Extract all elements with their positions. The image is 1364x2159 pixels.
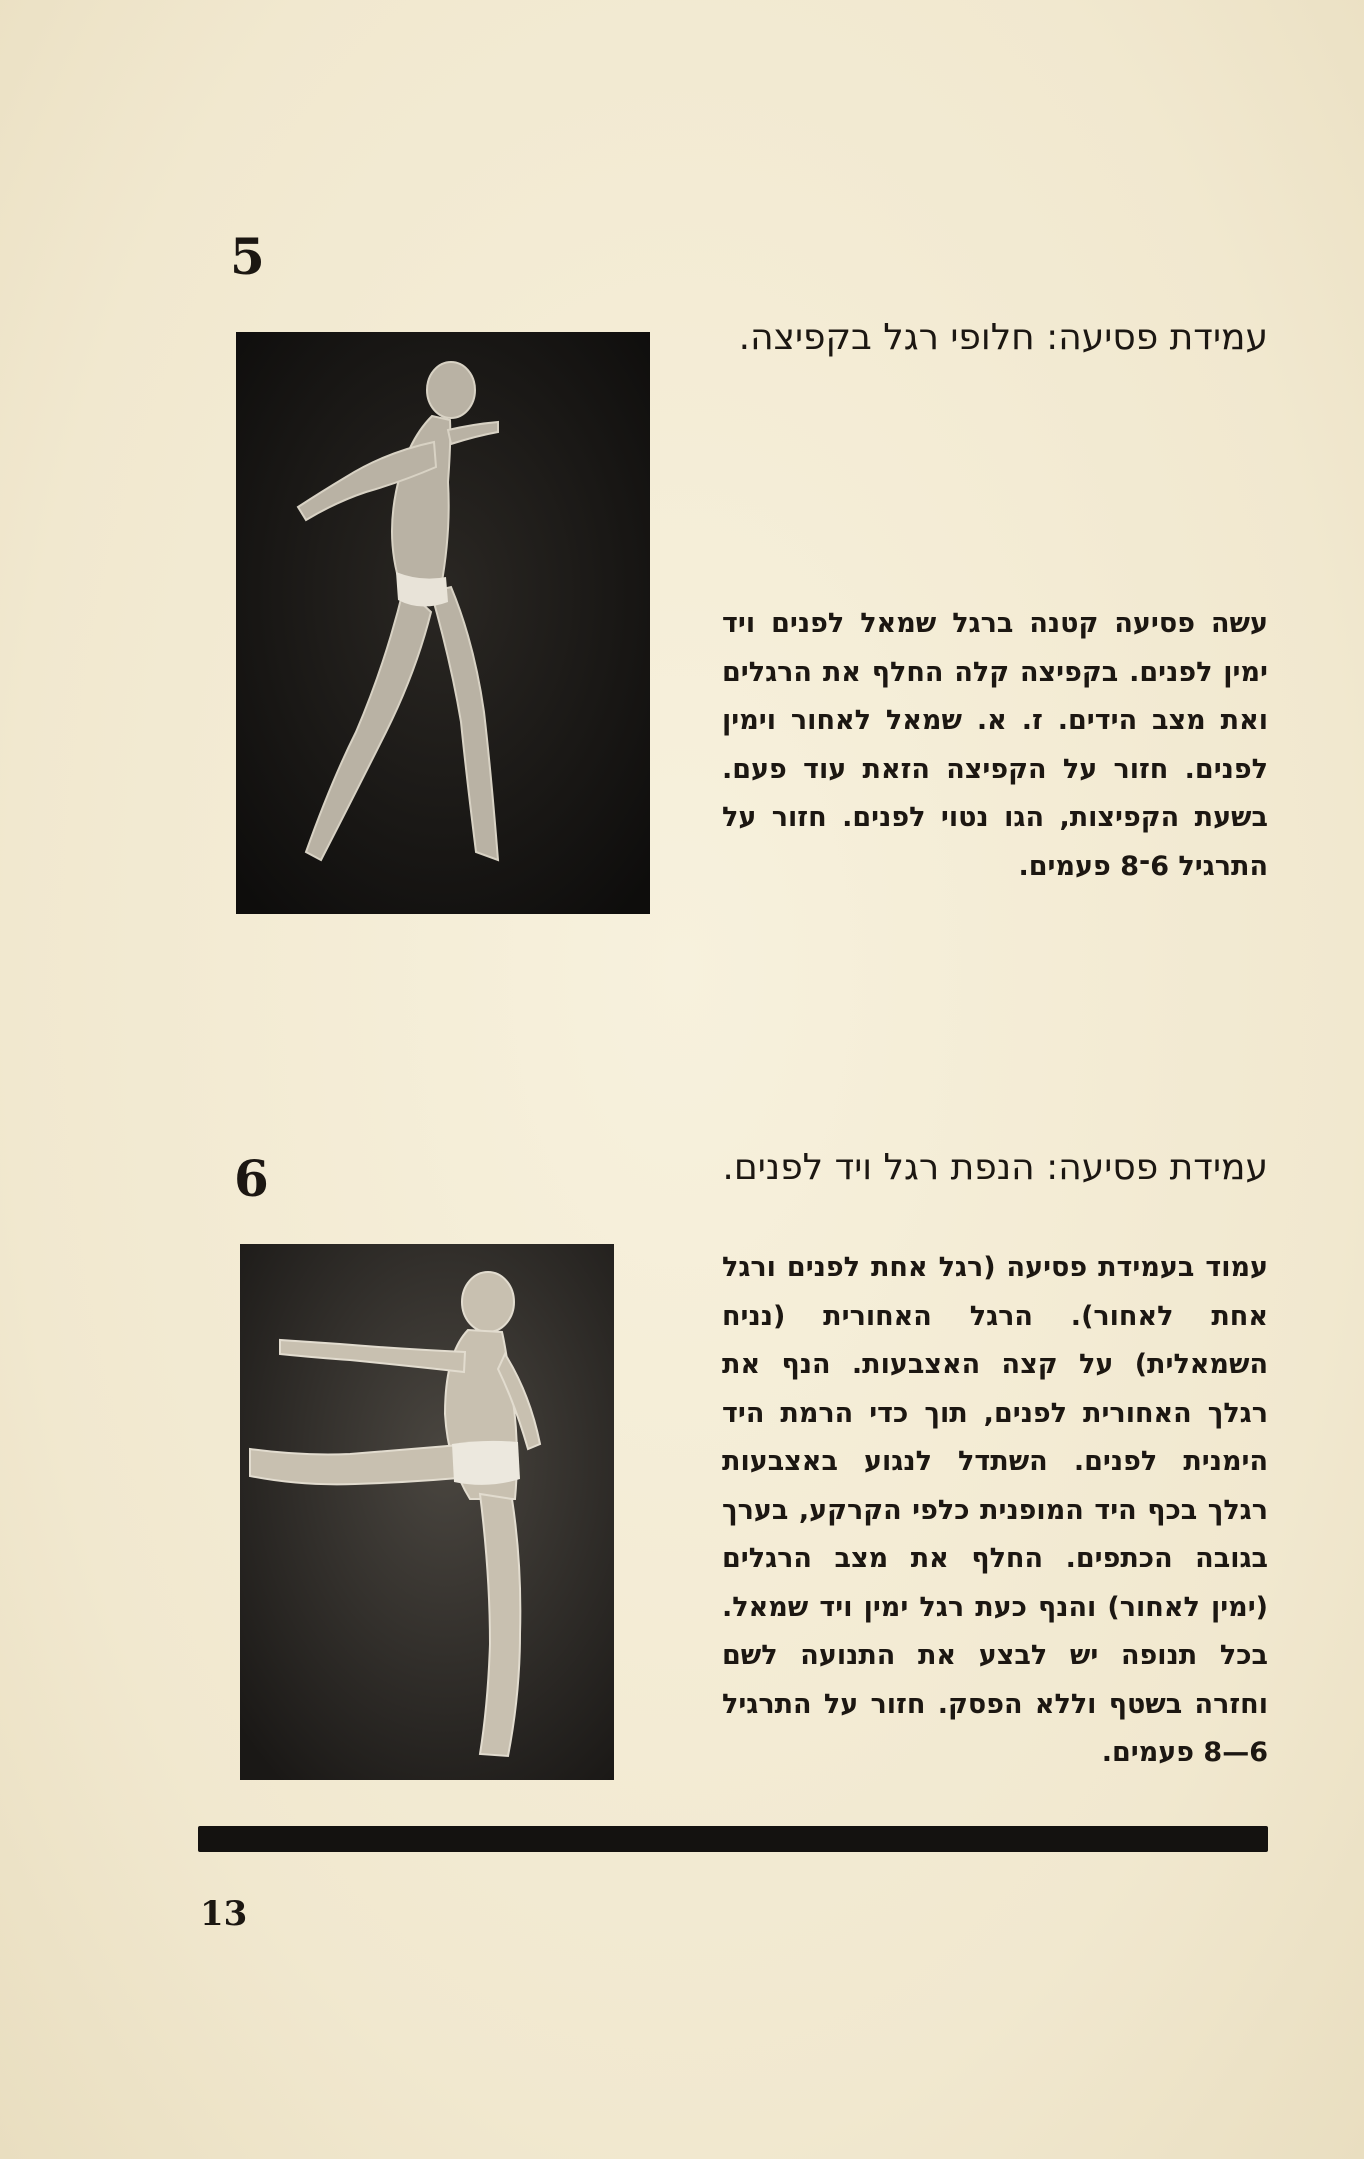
bottom-divider	[198, 1826, 1268, 1852]
exercise-5-text	[720, 312, 1268, 364]
exercise-title: עמידת פסיעה: חלופי רגל בקפיצה.	[738, 317, 1268, 358]
exercise-6-body	[722, 1244, 1268, 1778]
page-number: 13	[200, 1894, 248, 1934]
man-kicking-photo	[240, 1244, 614, 1780]
exercise-description: עמוד בעמידת פסיעה (רגל אחת לפנים ורגל אחת לאחור). הרגל האחורית (נניח השמאלית) על קצה האצבעות. הנף את רגלך האחורית לפנים, תוך כדי הרמת היד הימנית לפנים. השתדל לנגוע באצבעות רגלך בכף היד המופנית כלפי הקרקע, בערך בגובה הכתפים. החלף את מצב הרגלים (ימין לאחור) והנף כעת רגל ימין ויד שמאל. בכל תנופה יש לבצע את התנועה לשם וחזרה בשטף וללא הפסק. חזור על התרגיל 6—8 פעמים.	[722, 1252, 1268, 1768]
exercise-5-body	[722, 600, 1268, 891]
exercise-description: עשה פסיעה קטנה ברגל שמאל לפנים ויד ימין לפנים. בקפיצה קלה החלף את הרגלים ואת מצב הידים. ז. א. שמאל לאחור וימין לפנים. חזור על הקפיצה הזאת עוד פעם. בשעת הקפיצות, הגו נטוי לפנים. חזור על התרגיל 6־8 פעמים.	[722, 608, 1268, 882]
exercise-number: 6	[234, 1149, 269, 1208]
exercise-6-text	[720, 1142, 1268, 1194]
exercise-number: 5	[230, 227, 265, 286]
exercise-title: עמידת פסיעה: הנפת רגל ויד לפנים.	[722, 1147, 1268, 1188]
man-leaping-photo	[236, 332, 650, 914]
